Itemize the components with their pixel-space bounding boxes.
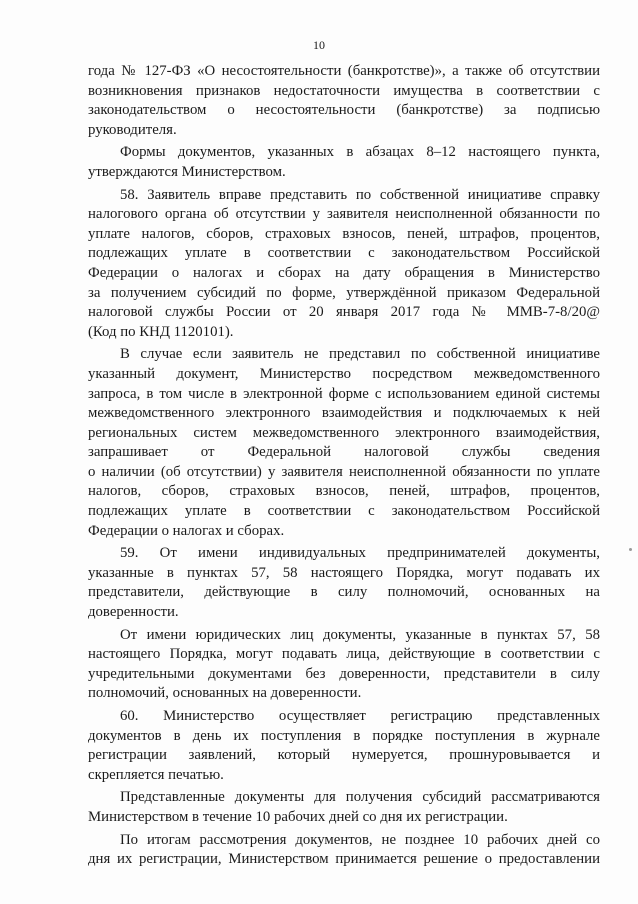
- text-line: По итогам рассмотрения документов, не позднее 10 рабочих дней со: [120, 831, 600, 848]
- text-line: указанный документ, Министерство посредством межведомственного: [88, 365, 600, 382]
- text-line: документов в день их поступления в порядке поступления в журнале: [88, 727, 600, 744]
- text-line: доверенности.: [88, 604, 179, 621]
- scan-artifact-dot: [629, 548, 632, 551]
- text-line: Министерством в течение 10 рабочих дней со дня их регистрации.: [88, 808, 508, 825]
- text-line: регистрации заявлений, который нумеруется, прошнуровывается и: [88, 747, 600, 764]
- text-line: Федерации о налогах и сборах на дату обращения в Министерство: [88, 264, 600, 281]
- paragraph-p1: [88, 62, 600, 140]
- text-line: 58. Заявитель вправе представить по собственной инициативе справку: [120, 186, 600, 203]
- text-line: законодательством о несостоятельности (банкротстве) за подписью: [88, 102, 600, 119]
- text-line: В случае если заявитель не представил по собственной инициативе: [120, 346, 600, 363]
- paragraph-p2: [88, 143, 600, 182]
- text-line: Представленные документы для получения субсидий рассматриваются: [120, 789, 600, 806]
- text-line: налоговой службы России от 20 января 2017 года № ММВ-7-8/20@: [88, 304, 600, 321]
- text-line: утверждаются Министерством.: [88, 163, 286, 180]
- text-line: уплате налогов, сборов, страховых взносов, пеней, штрафов, процентов,: [88, 225, 600, 242]
- paragraph-p6: [88, 626, 600, 704]
- text-line: представители, действующие в силу полномочий, основанных на: [88, 584, 600, 601]
- text-line: запроса, в том числе в электронной форме с использованием единой системы: [88, 385, 600, 402]
- text-line: руководителя.: [88, 121, 177, 138]
- paragraph-p8: [88, 788, 600, 827]
- paragraph-p5: [88, 544, 600, 622]
- text-line: за получением субсидий по форме, утверждённой приказом Федеральной: [88, 284, 600, 301]
- text-line: Формы документов, указанных в абзацах 8–12 настоящего пункта,: [120, 144, 600, 161]
- text-line: учредительными документами без доверенности, представители в силу: [88, 665, 600, 682]
- text-line: возникновения признаков недостаточности имущества в соответствии с: [88, 82, 600, 99]
- text-line: подлежащих уплате в соответствии с законодательством Российской: [88, 503, 600, 520]
- document-body: [88, 62, 600, 870]
- text-line: (Код по КНД 1120101).: [88, 323, 234, 340]
- text-line: запрашивает от Федеральной налоговой службы сведения: [88, 444, 600, 461]
- text-line: От имени юридических лиц документы, указанные в пунктах 57, 58: [120, 626, 600, 643]
- text-line: скрепляется печатью.: [88, 766, 224, 783]
- paragraph-p4: [88, 345, 600, 541]
- text-line: налогов, сборов, страховых взносов, пеней, штрафов, процентов,: [88, 483, 600, 500]
- text-line: о наличии (об отсутствии) у заявителя неисполненной обязанности по уплате: [88, 463, 600, 480]
- text-line: указанные в пунктах 57, 58 настоящего Порядка, могут подавать их: [88, 564, 600, 581]
- text-line: подлежащих уплате в соответствии с законодательством Российской: [88, 245, 600, 262]
- text-line: года № 127-ФЗ «О несостоятельности (банкротстве)», а также об отсутствии: [88, 63, 600, 79]
- text-line: региональных систем межведомственного электронного взаимодействия,: [88, 424, 600, 441]
- text-line: налогового органа об отсутствии у заявителя неисполненной обязанности по: [88, 206, 600, 223]
- paragraph-p7: [88, 707, 600, 785]
- paragraph-p3: [88, 186, 600, 343]
- text-line: межведомственного электронного взаимодействия и подключаемых к ней: [88, 405, 600, 422]
- page-number: 10: [313, 38, 325, 52]
- paragraph-p9: [88, 831, 600, 870]
- text-line: Федерации о налогах и сборах.: [88, 522, 285, 539]
- text-line: настоящего Порядка, могут подавать лица, действующие в соответствии с: [88, 646, 600, 663]
- text-line: полномочий, основанных на доверенности.: [88, 685, 362, 702]
- text-line: 59. От имени индивидуальных предпринимателей документы,: [120, 545, 600, 562]
- text-line: 60. Министерство осуществляет регистрацию представленных: [120, 708, 600, 724]
- text-line: дня их регистрации, Министерством принимается решение о предоставлении: [88, 851, 600, 868]
